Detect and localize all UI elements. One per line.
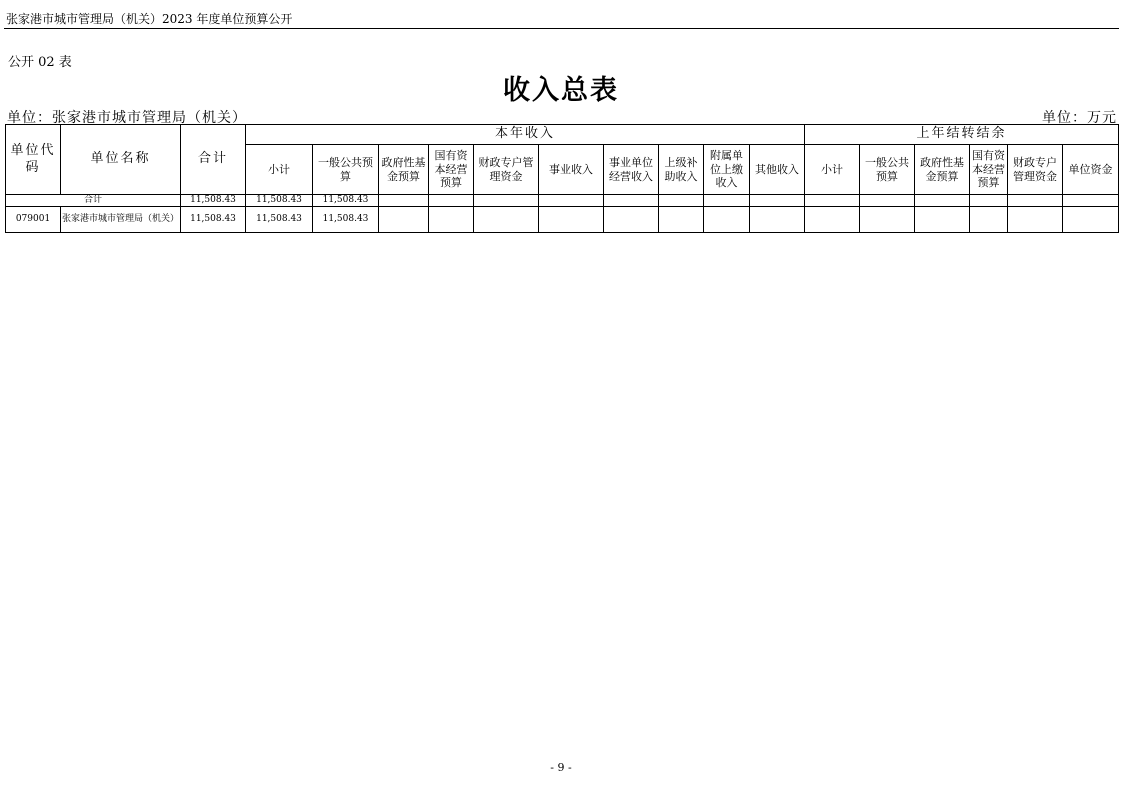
col-cy-fund-budget: 政府性基金预算 <box>379 145 429 195</box>
row-unit-name: 张家港市城市管理局（机关） <box>61 207 181 233</box>
table-cell <box>915 207 970 233</box>
table-number: 公开 02 表 <box>8 55 72 70</box>
table-cell <box>1063 195 1119 207</box>
row-total: 11,508.43 <box>181 207 246 233</box>
table-cell <box>539 195 604 207</box>
table-cell <box>970 207 1008 233</box>
col-unit-code: 单位代码 <box>6 125 61 195</box>
col-cy-subtotal: 小计 <box>246 145 313 195</box>
table-cell <box>1008 207 1063 233</box>
table-cell <box>659 207 704 233</box>
currency-label: 单位：万元 <box>1042 110 1117 126</box>
total-row-label: 合计 <box>6 195 181 207</box>
table-cell <box>860 195 915 207</box>
table-cell <box>474 195 539 207</box>
table-cell <box>750 195 805 207</box>
group-prior-year: 上年结转结余 <box>805 125 1119 145</box>
table-cell <box>1063 207 1119 233</box>
col-cy-operating-income: 事业单位经营收入 <box>604 145 659 195</box>
header-group-row <box>6 125 1119 145</box>
table-cell <box>659 195 704 207</box>
col-cy-special-account: 财政专户管理资金 <box>474 145 539 195</box>
header-rule <box>4 28 1119 29</box>
table-row <box>6 207 1119 233</box>
row-general-budget: 11,508.43 <box>313 207 379 233</box>
revenue-summary-table <box>5 124 1119 233</box>
table-cell <box>604 195 659 207</box>
table-cell <box>805 207 860 233</box>
table-cell <box>379 207 429 233</box>
total-row-subtotal: 11,508.43 <box>246 195 313 207</box>
table-cell <box>970 195 1008 207</box>
total-row <box>6 195 1119 207</box>
col-py-special-account: 财政专户管理资金 <box>1008 145 1063 195</box>
col-cy-other-income: 其他收入 <box>750 145 805 195</box>
col-py-unit-funds: 单位资金 <box>1063 145 1119 195</box>
col-total: 合计 <box>181 125 246 195</box>
table-cell <box>474 207 539 233</box>
col-py-subtotal: 小计 <box>805 145 860 195</box>
table-cell <box>539 207 604 233</box>
page-title: 收入总表 <box>503 75 619 106</box>
table-cell <box>750 207 805 233</box>
table-cell <box>429 207 474 233</box>
col-cy-affiliate-income: 附属单位上缴收入 <box>704 145 750 195</box>
col-py-fund-budget: 政府性基金预算 <box>915 145 970 195</box>
table-cell <box>1008 195 1063 207</box>
col-cy-state-capital: 国有资本经营预算 <box>429 145 474 195</box>
col-py-state-capital: 国有资本经营预算 <box>970 145 1008 195</box>
total-row-general-budget: 11,508.43 <box>313 195 379 207</box>
unit-label: 单位：张家港市城市管理局（机关） <box>7 110 247 126</box>
table-cell <box>915 195 970 207</box>
page-number: - 9 - <box>550 761 572 774</box>
row-unit-code: 079001 <box>6 207 61 233</box>
row-subtotal: 11,508.43 <box>246 207 313 233</box>
col-cy-superior-subsidy: 上级补助收入 <box>659 145 704 195</box>
col-py-general-budget: 一般公共预算 <box>860 145 915 195</box>
table-cell <box>429 195 474 207</box>
col-unit-name: 单位名称 <box>61 125 181 195</box>
table-cell <box>704 207 750 233</box>
group-current-year: 本年收入 <box>246 125 805 145</box>
table-cell <box>860 207 915 233</box>
running-header: 张家港市城市管理局（机关）2023 年度单位预算公开 <box>6 12 293 26</box>
col-cy-business-income: 事业收入 <box>539 145 604 195</box>
table-cell <box>805 195 860 207</box>
table-cell <box>379 195 429 207</box>
total-row-total: 11,508.43 <box>181 195 246 207</box>
table-cell <box>604 207 659 233</box>
table-cell <box>704 195 750 207</box>
col-cy-general-budget: 一般公共预算 <box>313 145 379 195</box>
